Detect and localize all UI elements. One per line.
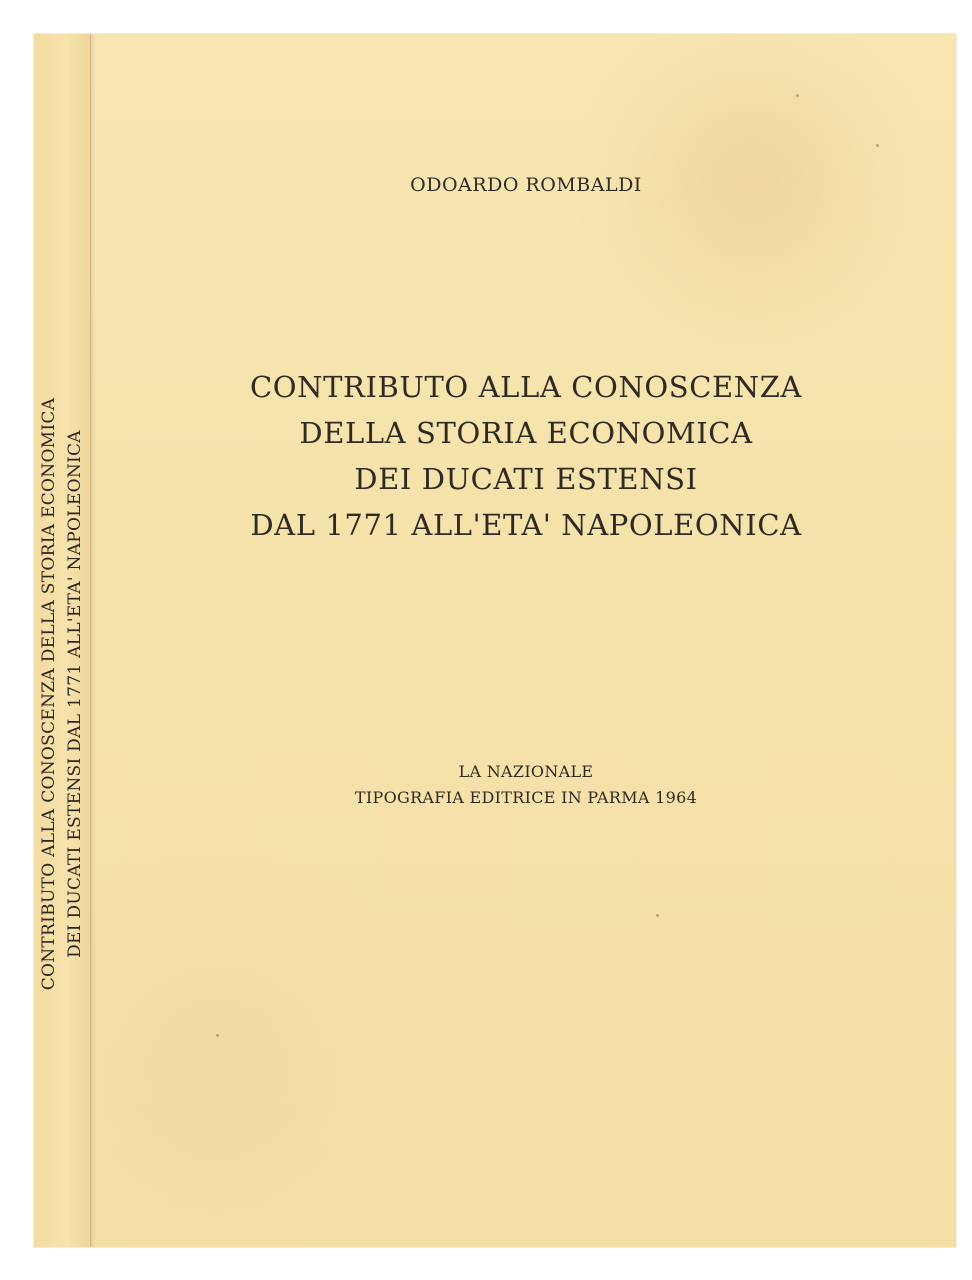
paper-speck xyxy=(216,1034,219,1037)
title-line-3: DEI DUCATI ESTENSI xyxy=(354,462,698,496)
publisher-imprint: TIPOGRAFIA EDITRICE IN PARMA 1964 xyxy=(354,788,698,807)
title-line-1: CONTRIBUTO ALLA CONOSCENZA xyxy=(249,370,803,404)
front-cover xyxy=(96,34,956,1247)
book xyxy=(34,34,956,1247)
author-name: ODOARDO ROMBALDI xyxy=(410,174,642,196)
title-line-2: DELLA STORIA ECONOMICA xyxy=(299,416,753,450)
paper-speck xyxy=(656,914,659,917)
publisher-block xyxy=(96,759,956,811)
publisher-name: LA NAZIONALE xyxy=(458,762,594,781)
spine-line-1: CONTRIBUTO ALLA CONOSCENZA DELLA STORIA ECONOMICA xyxy=(39,397,59,991)
book-spine xyxy=(34,34,91,1247)
title-line-4: DAL 1771 ALL'ETA' NAPOLEONICA xyxy=(250,508,802,542)
spine-text xyxy=(36,264,88,1124)
spine-line-2: DEI DUCATI ESTENSI DAL 1771 ALL'ETA' NAPOLEONICA xyxy=(65,430,85,958)
book-title xyxy=(96,364,956,548)
paper-speck xyxy=(876,144,879,147)
paper-speck xyxy=(796,94,799,97)
